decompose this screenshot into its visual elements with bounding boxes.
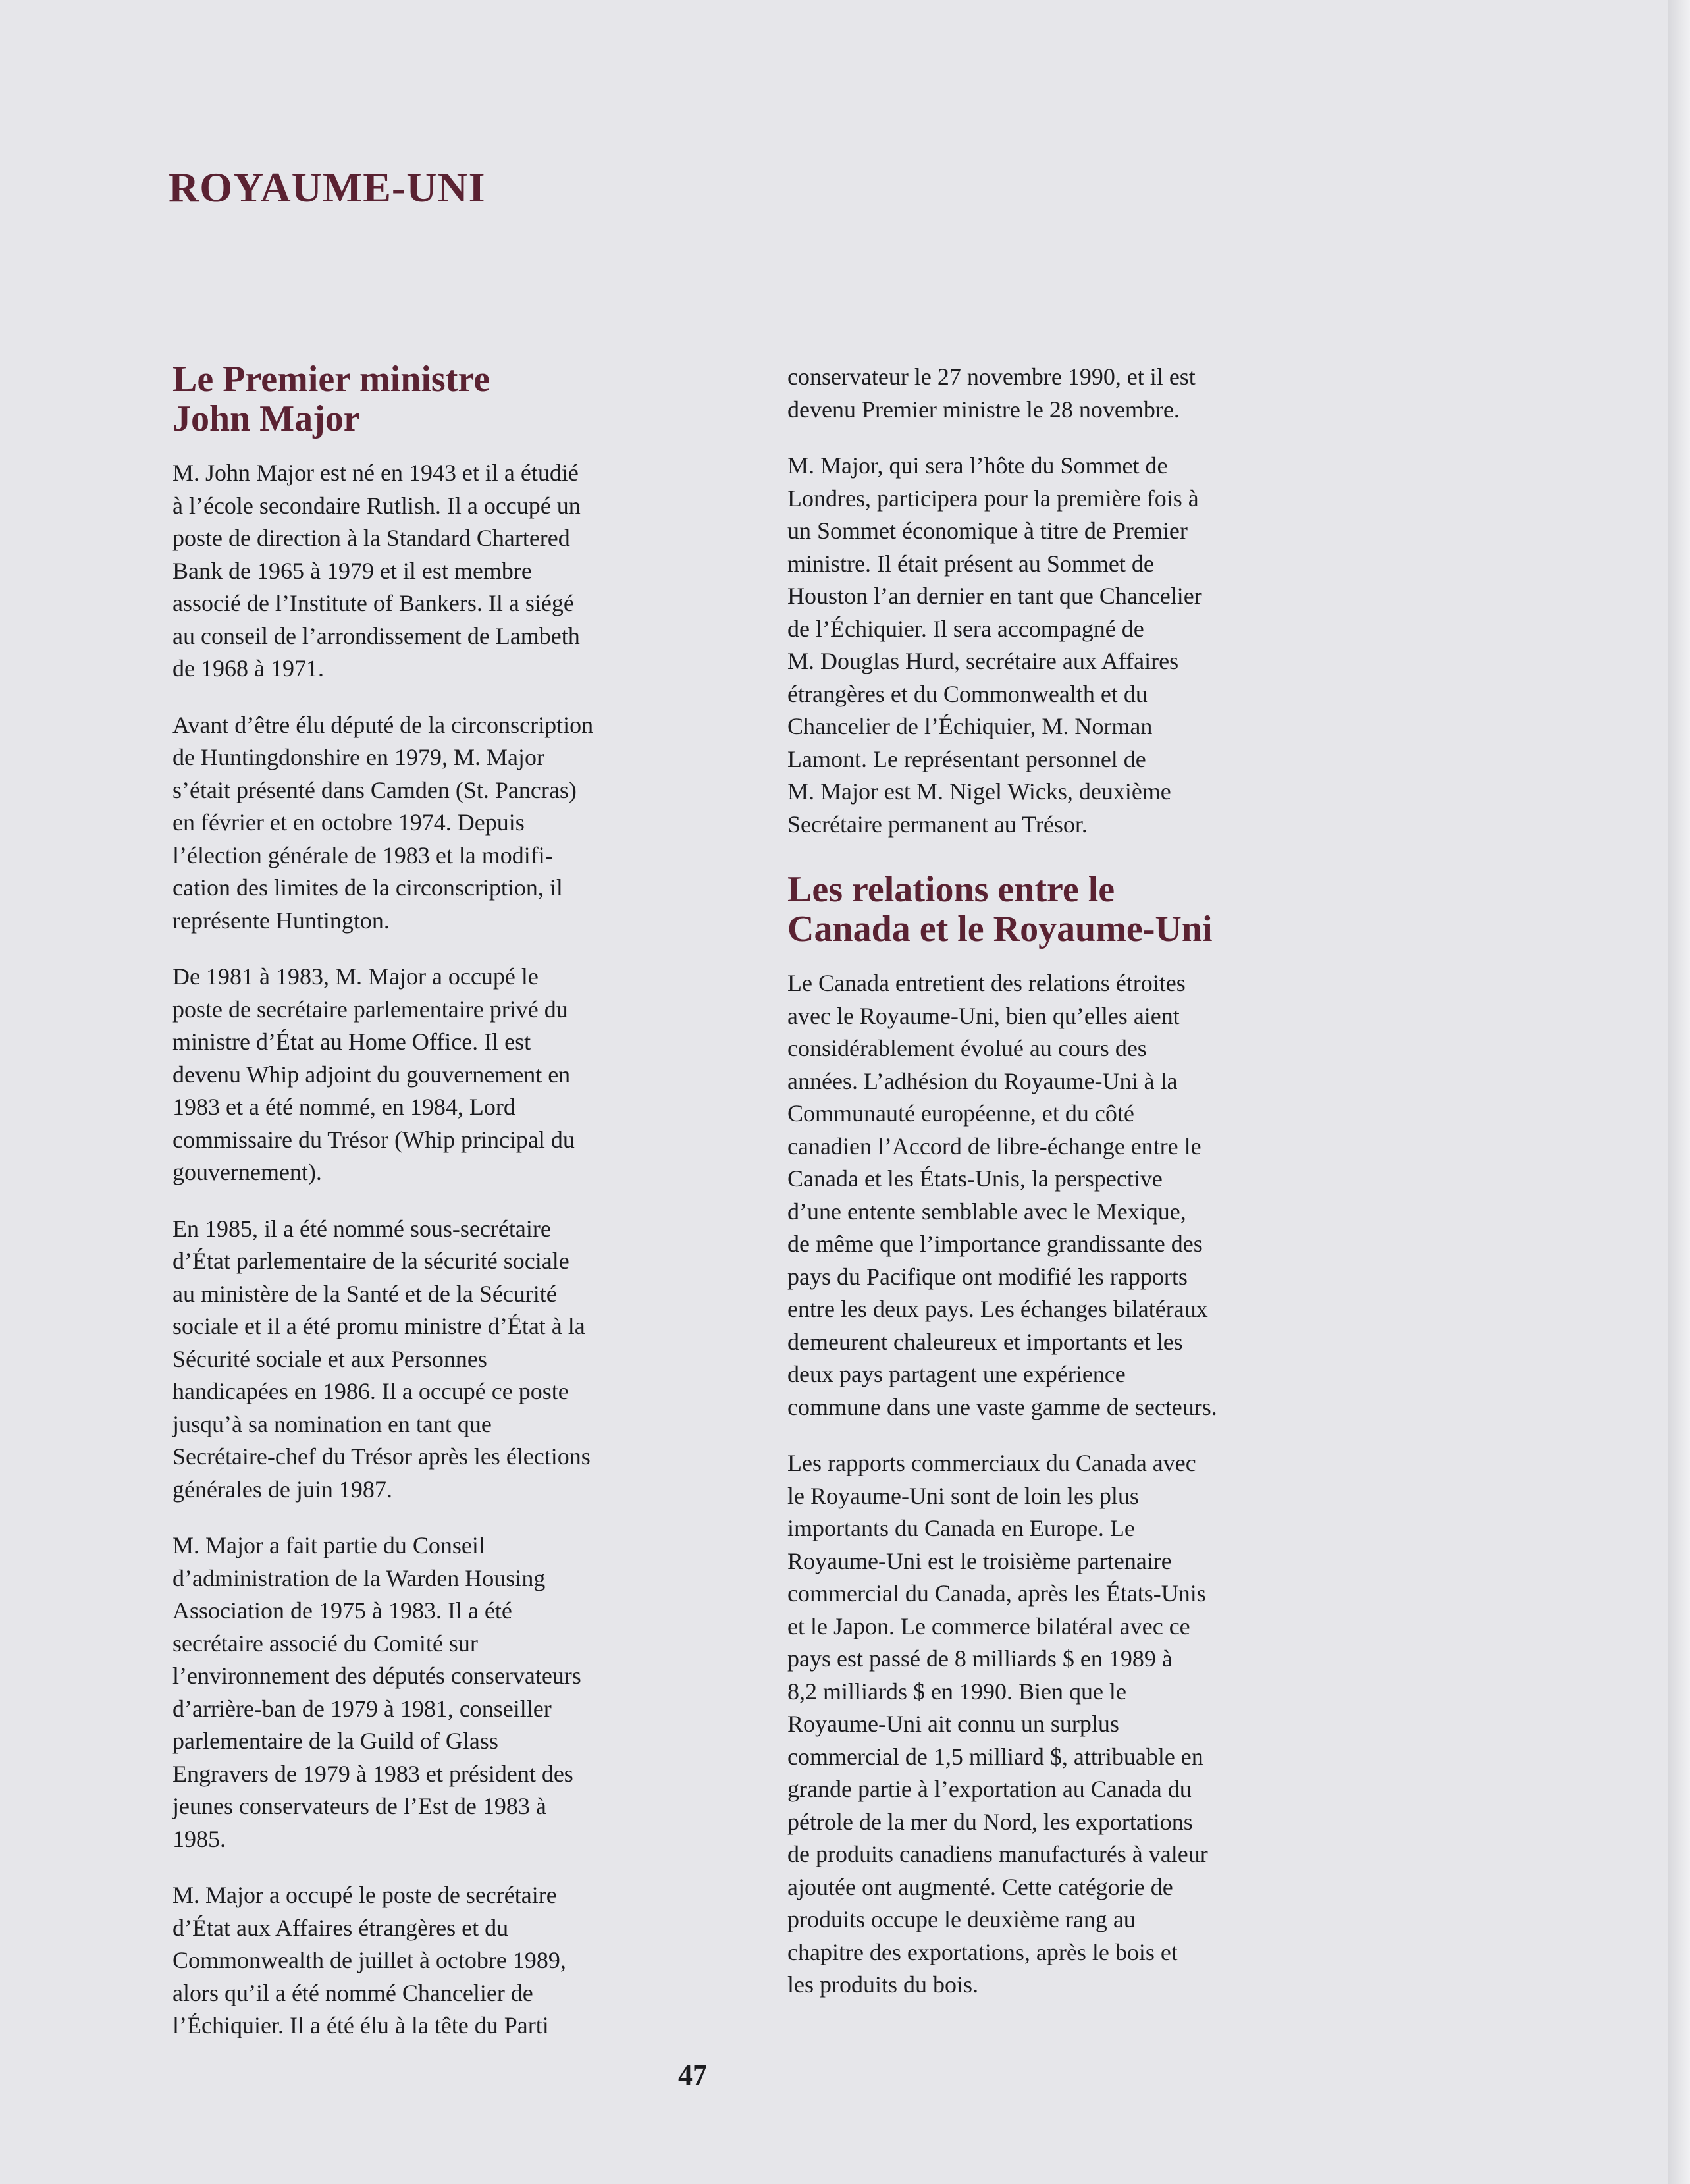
paragraph: Les rapports commerciaux du Canada avec le Royaume-Uni sont de loin les plus importants du Canada en Europe. Le Royaume-Uni est le troisième partenaire commercial du Canada, après les États-Unis et le Japon. Le commerce bilatéral avec ce pays est passé de 8 milliards $ en 1989 à 8,2 milliards $ en 1990. Bien que le Royaume-Uni ait connu un surplus commercial de 1,5 milliard $, attribuable en grande partie à l’exportation au Canada du pétrole de la mer du Nord, les exportations de produits canadiens manufacturés à valeur ajoutée ont augmenté. Cette catégorie de produits occupe le deuxième rang au chapitre des exportations, après le bois et les produits du bois. (787, 1450, 1208, 1998)
paragraph: Le Canada entretient des relations étroites avec le Royaume-Uni, bien qu’elles aient considérablement évolué au cours des années. L’adhésion du Royaume-Uni à la Communauté européenne, et du côté canadien l’Accord de libre-échange entre le Canada et les États-Unis, la perspective d’une entente semblable avec le Mexique, de même que l’importance grandissante des pays du Pacifique ont modifié les rapports entre les deux pays. Les échanges bilatéraux demeurent chaleureux et importants et les deux pays partagent une expérience commune dans une vaste gamme de secteurs. (787, 970, 1217, 1420)
page-edge (1668, 0, 1690, 2184)
left-column (172, 360, 699, 2066)
paragraph: Avant d’être élu député de la circonscription de Huntingdonshire en 1979, M. Major s’était présenté dans Camden (St. Pancras) en février et en octobre 1974. Depuis l’élection générale de 1983 et la modifi- cation des limites de la circonscription, il représente Huntington. (172, 711, 594, 934)
paragraph: M. Major a occupé le poste de secrétaire d’État aux Affaires étrangères et du Commonwealth de juillet à octobre 1989, alors qu’il a été nommé Chancelier de l’Échiquier. Il a été élu à la tête du Parti (172, 1882, 566, 2038)
paragraph: De 1981 à 1983, M. Major a occupé le poste de secrétaire parlementaire privé du ministre d’État au Home Office. Il est devenu Whip adjoint du gouvernement en 1983 et a été nommé, en 1984, Lord commissaire du Trésor (Whip principal du gouvernement). (172, 963, 575, 1185)
right-column (787, 361, 1314, 2025)
page-title: ROYAUME-UNI (169, 164, 486, 211)
section-heading-relations: Les relations entre le Canada et le Royaume-Uni (787, 869, 1213, 949)
section-heading-premier-ministre: Le Premier ministre John Major (172, 359, 490, 439)
paragraph: M. John Major est né en 1943 et il a étudié à l’école secondaire Rutlish. Il a occupé un poste de direction à la Standard Chartered Bank de 1965 à 1979 et il est membre associé de l’Institute of Bankers. Il a siégé au conseil de l’arrondissement de Lambeth de 1968 à 1971. (172, 460, 581, 681)
paragraph: conservateur le 27 novembre 1990, et il est devenu Premier ministre le 28 novembre. (787, 363, 1196, 423)
page-number: 47 (678, 2059, 707, 2091)
paragraph: M. Major, qui sera l’hôte du Sommet de Londres, participera pour la première fois à un Sommet économique à titre de Premier ministre. Il était présent au Sommet de Houston l’an dernier en tant que Chancelier de l’Échiquier. Il sera accompagné de M. Douglas Hurd, secrétaire aux Affaires étrangères et du Commonwealth et du Chancelier de l’Échiquier, M. Norman Lamont. Le représentant personnel de M. Major est M. Nigel Wicks, deuxième Secrétaire permanent au Trésor. (787, 452, 1202, 838)
paragraph: M. Major a fait partie du Conseil d’administration de la Warden Housing Association de 1975 à 1983. Il a été secrétaire associé du Comité sur l’environnement des députés conservateurs d’arrière-ban de 1979 à 1981, conseiller parlementaire de la Guild of Glass Engravers de 1979 à 1983 et président des jeunes conservateurs de l’Est de 1983 à 1985. (172, 1532, 581, 1852)
paragraph: En 1985, il a été nommé sous-secrétaire d’État parlementaire de la sécurité sociale au ministère de la Santé et de la Sécurité sociale et il a été promu ministre d’État à la Sécurité sociale et aux Personnes handicapées en 1986. Il a occupé ce poste jusqu’à sa nomination en tant que Secrétaire-chef du Trésor après les élections générales de juin 1987. (172, 1215, 591, 1503)
